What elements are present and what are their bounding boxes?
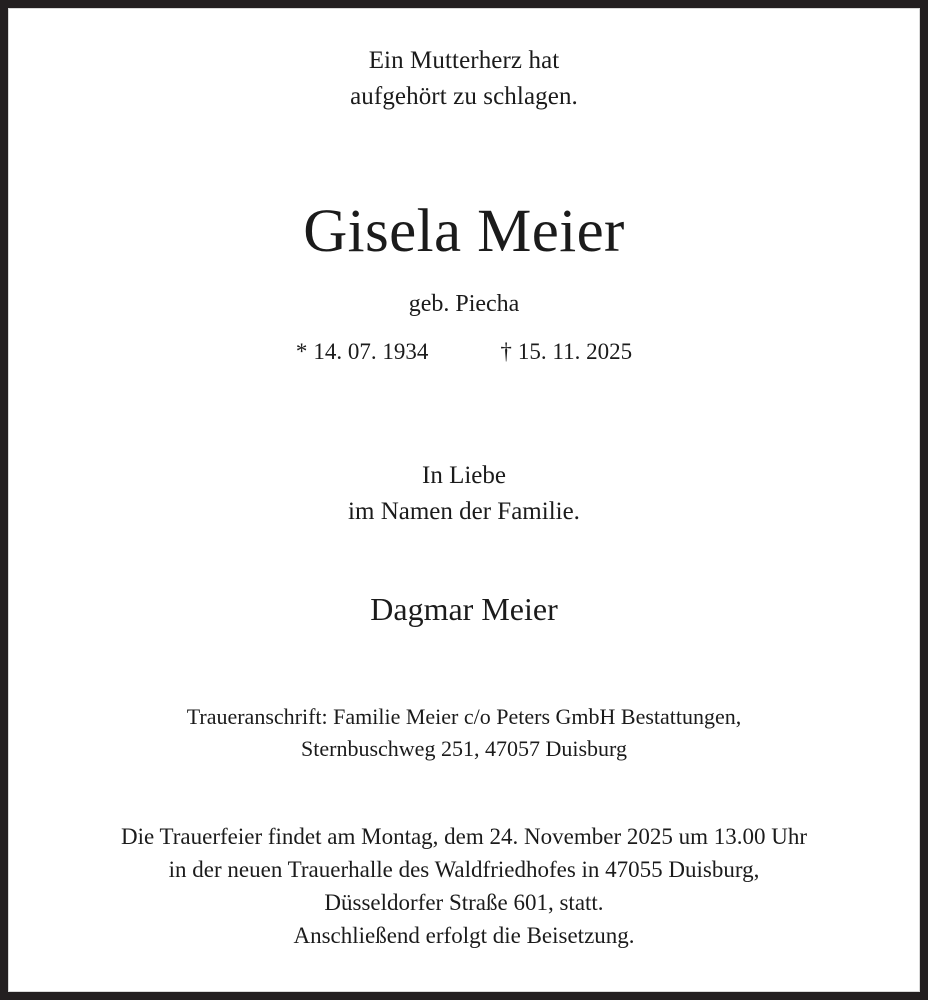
service-details-line-1: Die Trauerfeier findet am Montag, dem 24. November 2025 um 13.00 Uhr <box>120 823 808 849</box>
deceased-maiden-name: geb. Piecha <box>408 291 520 318</box>
death-date-value: 15. 11. 2025 <box>517 338 633 364</box>
service-details-line-3: Düsseldorfer Straße 601, statt. <box>324 890 604 916</box>
funeral-service-details <box>9 820 919 952</box>
obituary-notice-body <box>8 8 920 992</box>
service-details-line-2: in der neuen Trauerhalle des Waldfriedhofes in 47055 Duisburg, <box>168 857 760 883</box>
life-dates <box>9 338 919 366</box>
birth-date-value: 14. 07. 1934 <box>313 338 429 364</box>
deceased-name: Gisela Meier <box>303 198 625 265</box>
birth-date-group <box>296 338 429 366</box>
death-cross-icon: † <box>500 338 512 364</box>
dedication-line-2: im Namen der Familie. <box>348 497 580 525</box>
mourning-address-line-1: Traueranschrift: Familie Meier c/o Peters GmbH Bestattungen, <box>186 703 742 729</box>
service-details-line-4: Anschließend erfolgt die Beisetzung. <box>293 923 635 949</box>
mourning-address-line-2: Sternbuschweg 251, 47057 Duisburg <box>301 736 627 762</box>
dedication-line-1: In Liebe <box>422 462 506 490</box>
birth-star-icon: * <box>295 338 308 364</box>
epitaph-line-2: aufgehört zu schlagen. <box>350 82 578 110</box>
death-date-group <box>500 338 632 366</box>
mourning-address <box>9 701 919 766</box>
dedication-text <box>9 458 919 529</box>
survivor-name: Dagmar Meier <box>370 591 558 628</box>
epitaph-line-1: Ein Mutterherz hat <box>368 47 560 74</box>
epitaph-verse <box>9 43 919 114</box>
